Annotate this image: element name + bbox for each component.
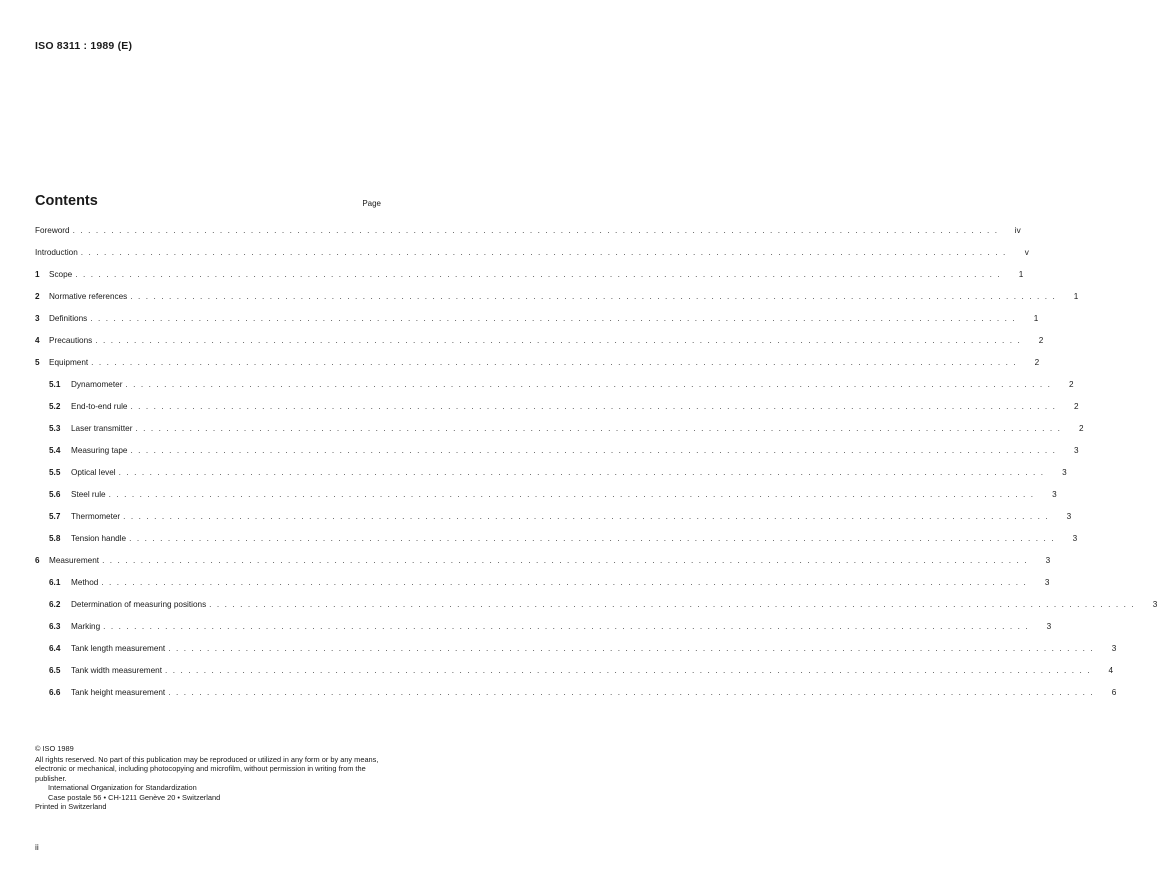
- dot-leader: . . . . . . . . . . . . . . . . . . . . . . . . . . . . . . . . . . . . . . . . . . . . . . . . . . . . . . . . . . . . . . . . . . . . . . . . . . . . . . . . . . . . . . . . . . . . . . . . . . . . . . . . . . . . . . . . . . . . . . . .: [90, 314, 1017, 323]
- dot-leader: . . . . . . . . . . . . . . . . . . . . . . . . . . . . . . . . . . . . . . . . . . . . . . . . . . . . . . . . . . . . . . . . . . . . . . . . . . . . . . . . . . . . . . . . . . . . . . . . . . . . . . . . . . . . . . . . . . . . . . . .: [91, 358, 1018, 367]
- rights-statement: All rights reserved. No part of this publication may be reproduced or utilized in any form or by any means, electronic or mechanical, including photocopying and microfilm, without permission in writing from the publisher.: [35, 754, 379, 783]
- toc-entry[interactable]: [49, 642, 1117, 656]
- toc-entry[interactable]: [49, 378, 1074, 392]
- toc-entry-number: 3: [35, 314, 40, 323]
- toc-entry-number: 5.1: [49, 380, 61, 389]
- toc-entry-number: 2: [35, 292, 40, 301]
- dot-leader: . . . . . . . . . . . . . . . . . . . . . . . . . . . . . . . . . . . . . . . . . . . . . . . . . . . . . . . . . . . . . . . . . . . . . . . . . . . . . . . . . . . . . . . . . . . . . . . . . . . . . . . . . . . . . . . . . . . . . . . .: [125, 380, 1052, 389]
- toc-entry-number: 5.6: [49, 490, 61, 499]
- toc-entry[interactable]: [49, 466, 1067, 480]
- toc-entry-title: End-to-end rule: [71, 402, 128, 411]
- toc-entry-title: Marking: [71, 622, 101, 631]
- dot-leader: . . . . . . . . . . . . . . . . . . . . . . . . . . . . . . . . . . . . . . . . . . . . . . . . . . . . . . . . . . . . . . . . . . . . . . . . . . . . . . . . . . . . . . . . . . . . . . . . . . . . . . . . . . . . . . . . . . . . . . . .: [130, 446, 1057, 455]
- dot-leader: . . . . . . . . . . . . . . . . . . . . . . . . . . . . . . . . . . . . . . . . . . . . . . . . . . . . . . . . . . . . . . . . . . . . . . . . . . . . . . . . . . . . . . . . . . . . . . . . . . . . . . . . . . . . . . . . . . . . . . . .: [209, 600, 1136, 609]
- toc-entry-title: Method: [71, 578, 99, 587]
- toc-entry-page: 2: [1073, 402, 1079, 411]
- toc-entry-number: 6: [35, 556, 40, 565]
- toc-entry-page: 3: [1052, 490, 1057, 499]
- toc-entry[interactable]: [49, 488, 1057, 502]
- toc-entry[interactable]: [35, 224, 1021, 238]
- toc-entry-title: Tension handle: [71, 534, 127, 543]
- toc-entry-title: Tank width measurement: [71, 666, 163, 675]
- toc-entry-title: Equipment: [49, 358, 89, 367]
- page-column-label: Page: [362, 199, 381, 208]
- dot-leader: . . . . . . . . . . . . . . . . . . . . . . . . . . . . . . . . . . . . . . . . . . . . . . . . . . . . . . . . . . . . . . . . . . . . . . . . . . . . . . . . . . . . . . . . . . . . . . . . . . . . . . . . . . . . . . . . . . . . . . . .: [103, 622, 1030, 631]
- toc-entry-title: Precautions: [49, 336, 93, 345]
- toc-entry[interactable]: [35, 356, 1040, 370]
- dot-leader: . . . . . . . . . . . . . . . . . . . . . . . . . . . . . . . . . . . . . . . . . . . . . . . . . . . . . . . . . . . . . . . . . . . . . . . . . . . . . . . . . . . . . . . . . . . . . . . . . . . . . . . . . . . . . . . . . . . . . . . .: [165, 666, 1092, 675]
- toc-entry-page: 4: [1108, 666, 1114, 675]
- toc-entry-number: 6.4: [49, 644, 61, 653]
- dot-leader: . . . . . . . . . . . . . . . . . . . . . . . . . . . . . . . . . . . . . . . . . . . . . . . . . . . . . . . . . . . . . . . . . . . . . . . . . . . . . . . . . . . . . . . . . . . . . . . . . . . . . . . . . . . . . . . . . . . . . . . .: [102, 556, 1029, 565]
- toc-entry-title: Measurement: [49, 556, 100, 565]
- toc-entry[interactable]: [49, 532, 1078, 546]
- toc-entry[interactable]: [49, 510, 1072, 524]
- toc-entry-page: 3: [1072, 534, 1078, 543]
- toc-entry-title: Foreword: [35, 226, 70, 235]
- toc-entry[interactable]: [35, 268, 1024, 282]
- toc-entry-page: 3: [1152, 600, 1157, 609]
- dot-leader: . . . . . . . . . . . . . . . . . . . . . . . . . . . . . . . . . . . . . . . . . . . . . . . . . . . . . . . . . . . . . . . . . . . . . . . . . . . . . . . . . . . . . . . . . . . . . . . . . . . . . . . . . . . . . . . . . . . . . . . .: [129, 534, 1056, 543]
- dot-leader: . . . . . . . . . . . . . . . . . . . . . . . . . . . . . . . . . . . . . . . . . . . . . . . . . . . . . . . . . . . . . . . . . . . . . . . . . . . . . . . . . . . . . . . . . . . . . . . . . . . . . . . . . . . . . . . . . . . . . . . .: [75, 270, 1002, 279]
- toc-entry[interactable]: [35, 246, 1029, 260]
- toc-entry-title: Measuring tape: [71, 446, 128, 455]
- toc-entry-title: Introduction: [35, 248, 78, 257]
- toc-entry-page: 3: [1045, 556, 1051, 565]
- toc-entry[interactable]: [35, 334, 1044, 348]
- toc-entry[interactable]: [35, 554, 1051, 568]
- toc-entry-number: 6.3: [49, 622, 61, 631]
- toc-entry-number: 6.5: [49, 666, 61, 675]
- organization-name: International Organization for Standardization: [48, 783, 197, 792]
- organization-address: Case postale 56 • CH-1211 Genève 20 • Switzerland: [48, 792, 221, 802]
- toc-entry-number: 5: [35, 358, 40, 367]
- toc-entry-number: 5.5: [49, 468, 61, 477]
- copyright-line: © ISO 1989: [35, 744, 74, 753]
- toc-entry-page: 1: [1073, 292, 1079, 301]
- toc-entry[interactable]: [49, 686, 1117, 700]
- dot-leader: . . . . . . . . . . . . . . . . . . . . . . . . . . . . . . . . . . . . . . . . . . . . . . . . . . . . . . . . . . . . . . . . . . . . . . . . . . . . . . . . . . . . . . . . . . . . . . . . . . . . . . . . . . . . . . . . . . . . . . . .: [118, 468, 1045, 477]
- page-number: ii: [35, 842, 39, 852]
- toc-entry-number: 5.7: [49, 512, 61, 521]
- toc-entry-page: 3: [1046, 622, 1052, 631]
- dot-leader: . . . . . . . . . . . . . . . . . . . . . . . . . . . . . . . . . . . . . . . . . . . . . . . . . . . . . . . . . . . . . . . . . . . . . . . . . . . . . . . . . . . . . . . . . . . . . . . . . . . . . . . . . . . . . . . . . . . . . . . .: [130, 292, 1057, 301]
- copyright-notice: [35, 744, 381, 812]
- toc-entry-page: 2: [1038, 336, 1044, 345]
- toc-entry-title: Thermometer: [71, 512, 121, 521]
- toc-entry-page: 3: [1062, 468, 1067, 477]
- toc-entry-page: 2: [1078, 424, 1084, 433]
- standard-code: ISO 8311 : 1989 (E): [35, 40, 133, 52]
- printed-in: Printed in Switzerland: [35, 802, 107, 811]
- toc-entry-page: 3: [1066, 512, 1072, 521]
- toc-entry-title: Steel rule: [71, 490, 106, 499]
- dot-leader: . . . . . . . . . . . . . . . . . . . . . . . . . . . . . . . . . . . . . . . . . . . . . . . . . . . . . . . . . . . . . . . . . . . . . . . . . . . . . . . . . . . . . . . . . . . . . . . . . . . . . . . . . . . . . . . . . . . . . . . .: [72, 226, 999, 235]
- toc-entry-page: v: [1024, 248, 1029, 257]
- toc-entry-title: Dynamometer: [71, 380, 123, 389]
- toc-entry[interactable]: [49, 422, 1084, 436]
- dot-leader: . . . . . . . . . . . . . . . . . . . . . . . . . . . . . . . . . . . . . . . . . . . . . . . . . . . . . . . . . . . . . . . . . . . . . . . . . . . . . . . . . . . . . . . . . . . . . . . . . . . . . . . . . . . . . . . . . . . . . . . .: [135, 424, 1062, 433]
- toc-entry-title: Laser transmitter: [71, 424, 133, 433]
- toc-entry[interactable]: [49, 444, 1079, 458]
- toc-entry[interactable]: [49, 620, 1052, 634]
- toc-entry-page: 6: [1111, 688, 1117, 697]
- dot-leader: . . . . . . . . . . . . . . . . . . . . . . . . . . . . . . . . . . . . . . . . . . . . . . . . . . . . . . . . . . . . . . . . . . . . . . . . . . . . . . . . . . . . . . . . . . . . . . . . . . . . . . . . . . . . . . . . . . . . . . . .: [80, 248, 1007, 257]
- toc-entry-title: Definitions: [49, 314, 88, 323]
- toc-entry-title: Scope: [49, 270, 73, 279]
- toc-entry-page: 1: [1018, 270, 1024, 279]
- toc-entry-page: iv: [1014, 226, 1021, 235]
- dot-leader: . . . . . . . . . . . . . . . . . . . . . . . . . . . . . . . . . . . . . . . . . . . . . . . . . . . . . . . . . . . . . . . . . . . . . . . . . . . . . . . . . . . . . . . . . . . . . . . . . . . . . . . . . . . . . . . . . . . . . . . .: [95, 336, 1022, 345]
- dot-leader: . . . . . . . . . . . . . . . . . . . . . . . . . . . . . . . . . . . . . . . . . . . . . . . . . . . . . . . . . . . . . . . . . . . . . . . . . . . . . . . . . . . . . . . . . . . . . . . . . . . . . . . . . . . . . . . . . . . . . . . .: [123, 512, 1050, 521]
- toc-entry[interactable]: [35, 312, 1039, 326]
- toc-entry-title: Optical level: [71, 468, 116, 477]
- toc-entry-title: Tank height measurement: [71, 688, 166, 697]
- dot-leader: . . . . . . . . . . . . . . . . . . . . . . . . . . . . . . . . . . . . . . . . . . . . . . . . . . . . . . . . . . . . . . . . . . . . . . . . . . . . . . . . . . . . . . . . . . . . . . . . . . . . . . . . . . . . . . . . . . . . . . . .: [101, 578, 1028, 587]
- toc-entry[interactable]: [49, 598, 1157, 612]
- toc-entry-page: 3: [1073, 446, 1079, 455]
- toc-entry-number: 6.2: [49, 600, 61, 609]
- toc-entry-page: 1: [1033, 314, 1039, 323]
- toc-entry-page: 2: [1034, 358, 1040, 367]
- toc-entry-page: 3: [1044, 578, 1050, 587]
- toc-entry-page: 2: [1068, 380, 1074, 389]
- toc-entry-title: Tank length measurement: [71, 644, 166, 653]
- toc-entry-number: 6.1: [49, 578, 61, 587]
- toc-entry-number: 5.4: [49, 446, 61, 455]
- contents-heading: Contents: [35, 193, 98, 209]
- toc-entry-number: 1: [35, 270, 40, 279]
- toc-entry[interactable]: [35, 290, 1079, 304]
- dot-leader: . . . . . . . . . . . . . . . . . . . . . . . . . . . . . . . . . . . . . . . . . . . . . . . . . . . . . . . . . . . . . . . . . . . . . . . . . . . . . . . . . . . . . . . . . . . . . . . . . . . . . . . . . . . . . . . . . . . . . . . .: [108, 490, 1035, 499]
- toc-entry-number: 5.2: [49, 402, 61, 411]
- dot-leader: . . . . . . . . . . . . . . . . . . . . . . . . . . . . . . . . . . . . . . . . . . . . . . . . . . . . . . . . . . . . . . . . . . . . . . . . . . . . . . . . . . . . . . . . . . . . . . . . . . . . . . . . . . . . . . . . . . . . . . . .: [168, 644, 1095, 653]
- toc-entry-number: 6.6: [49, 688, 61, 697]
- toc-entry[interactable]: [49, 400, 1079, 414]
- toc-entry-number: 5.8: [49, 534, 61, 543]
- toc-entry-page: 3: [1111, 644, 1117, 653]
- dot-leader: . . . . . . . . . . . . . . . . . . . . . . . . . . . . . . . . . . . . . . . . . . . . . . . . . . . . . . . . . . . . . . . . . . . . . . . . . . . . . . . . . . . . . . . . . . . . . . . . . . . . . . . . . . . . . . . . . . . . . . . .: [168, 688, 1095, 697]
- dot-leader: . . . . . . . . . . . . . . . . . . . . . . . . . . . . . . . . . . . . . . . . . . . . . . . . . . . . . . . . . . . . . . . . . . . . . . . . . . . . . . . . . . . . . . . . . . . . . . . . . . . . . . . . . . . . . . . . . . . . . . . .: [130, 402, 1057, 411]
- toc-entry-number: 5.3: [49, 424, 61, 433]
- toc-entry-title: Determination of measuring positions: [71, 600, 207, 609]
- toc-entry-number: 4: [35, 336, 40, 345]
- toc-entry-title: Normative references: [49, 292, 128, 301]
- toc-entry[interactable]: [49, 576, 1050, 590]
- toc-entry[interactable]: [49, 664, 1114, 678]
